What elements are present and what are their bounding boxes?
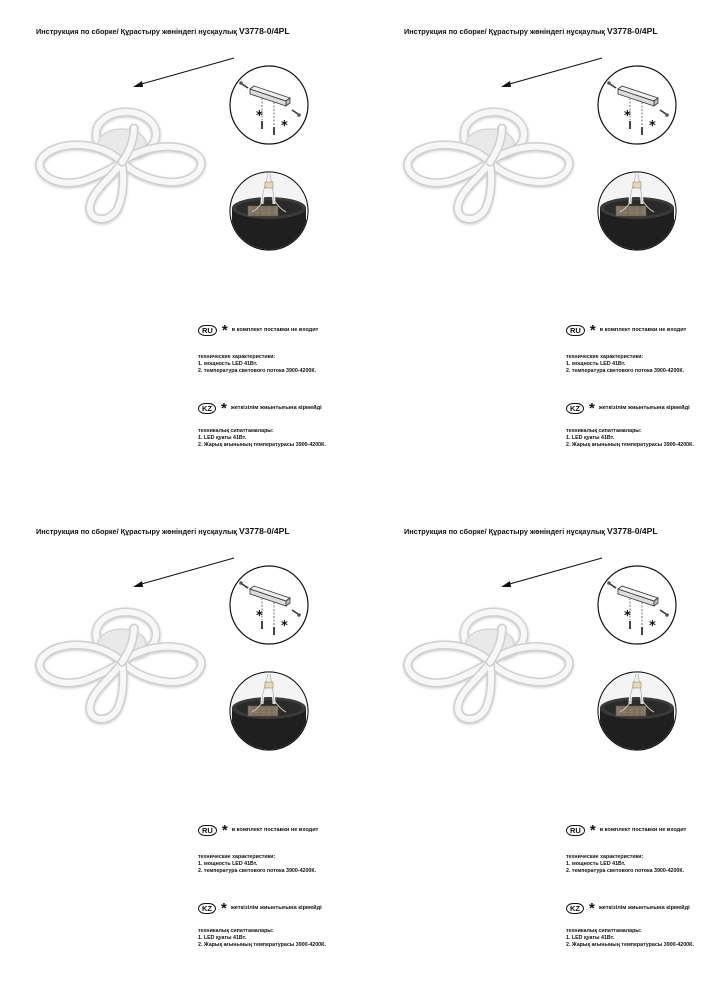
kz-spec-power: 1. LED қуаты 41Вт.	[198, 435, 247, 441]
wire-connection-icon	[228, 170, 310, 252]
ru-spec-temperature: 2. температура светового потока 3900-4200К.	[198, 368, 317, 374]
ceiling-lamp-icon	[398, 600, 578, 730]
ru-note-text: в комплект поставки не входит	[599, 327, 687, 333]
kz-specifications	[198, 428, 326, 449]
asterisk-icon: *	[221, 400, 227, 417]
arrow-icon	[498, 56, 604, 90]
instruction-title	[404, 526, 658, 536]
svg-text:*: *	[649, 119, 656, 134]
model-number: V3778-0/4PL	[607, 526, 658, 536]
kz-spec-power: 1. LED қуаты 41Вт.	[198, 935, 247, 941]
kz-language-badge: KZ	[198, 903, 216, 914]
ru-specs-heading: технические характеристики:	[198, 854, 276, 860]
title-text: Инструкция по сборке/ Құрастыру жөніндегі нұсқаулық	[404, 27, 605, 36]
instruction-panel-2	[368, 0, 707, 500]
kz-language-badge: KZ	[566, 903, 584, 914]
kz-note-text: жеткізілім жиынтығына кірмейді	[230, 905, 322, 911]
kz-specs-heading: техникалық сипаттамалары:	[198, 428, 274, 434]
svg-text:*: *	[649, 619, 656, 634]
ru-specifications	[566, 854, 684, 875]
mounting-bracket-icon	[596, 564, 678, 646]
wire-connection-icon	[228, 670, 310, 752]
ru-spec-power: 1. мощность LED 41Вт.	[198, 861, 258, 867]
ceiling-lamp-icon	[398, 100, 578, 230]
kz-note-text: жеткізілім жиынтығына кірмейді	[598, 905, 690, 911]
wire-connection-icon	[596, 670, 678, 752]
ru-spec-temperature: 2. температура светового потока 3900-4200К.	[198, 868, 317, 874]
kz-spec-temperature: 2. Жарық ағынының температурасы 3900-4200К.	[198, 942, 326, 948]
ru-spec-power: 1. мощность LED 41Вт.	[566, 861, 626, 867]
title-text: Инструкция по сборке/ Құрастыру жөніндегі нұсқаулық	[36, 527, 237, 536]
kz-spec-power: 1. LED қуаты 41Вт.	[566, 435, 615, 441]
asterisk-icon: *	[221, 900, 227, 917]
kz-specifications	[198, 928, 326, 949]
kz-spec-temperature: 2. Жарық ағынының температурасы 3900-4200К.	[566, 442, 694, 448]
mounting-bracket-icon	[596, 64, 678, 146]
model-number: V3778-0/4PL	[239, 26, 290, 36]
title-text: Инструкция по сборке/ Құрастыру жөніндегі нұсқаулық	[36, 27, 237, 36]
ru-note-text: в комплект поставки не входит	[231, 827, 319, 833]
svg-text:*: *	[256, 109, 263, 124]
kz-note-text: жеткізілім жиынтығына кірмейді	[230, 405, 322, 411]
arrow-icon	[130, 56, 236, 90]
ru-language-badge: RU	[566, 325, 585, 336]
kz-specs-heading: техникалық сипаттамалары:	[566, 928, 642, 934]
model-number: V3778-0/4PL	[607, 26, 658, 36]
ru-spec-temperature: 2. температура светового потока 3900-4200К.	[566, 368, 685, 374]
ceiling-lamp-icon	[30, 100, 210, 230]
kz-spec-temperature: 2. Жарық ағынының температурасы 3900-4200К.	[566, 942, 694, 948]
ru-not-included-note	[566, 322, 687, 339]
svg-text:*: *	[281, 119, 288, 134]
ru-spec-power: 1. мощность LED 41Вт.	[198, 361, 258, 367]
ru-spec-power: 1. мощность LED 41Вт.	[566, 361, 626, 367]
kz-specs-heading: техникалық сипаттамалары:	[566, 428, 642, 434]
ru-note-text: в комплект поставки не входит	[231, 327, 319, 333]
instruction-title	[36, 26, 290, 36]
asterisk-icon: *	[589, 822, 596, 839]
ru-language-badge: RU	[198, 825, 217, 836]
instruction-title	[36, 526, 290, 536]
svg-text:*: *	[624, 609, 631, 624]
ru-language-badge: RU	[198, 325, 217, 336]
ru-not-included-note	[566, 822, 687, 839]
ru-not-included-note	[198, 322, 319, 339]
asterisk-icon: *	[589, 322, 596, 339]
ru-specs-heading: технические характеристики:	[566, 354, 644, 360]
ru-not-included-note	[198, 822, 319, 839]
kz-specifications	[566, 928, 694, 949]
instruction-panel-4	[368, 500, 707, 1000]
kz-language-badge: KZ	[566, 403, 584, 414]
arrow-icon	[130, 556, 236, 590]
title-text: Инструкция по сборке/ Құрастыру жөніндегі нұсқаулық	[404, 527, 605, 536]
ru-specifications	[198, 354, 316, 375]
ru-specifications	[566, 354, 684, 375]
wire-connection-icon	[596, 170, 678, 252]
kz-specs-heading: техникалық сипаттамалары:	[198, 928, 274, 934]
kz-not-included-note	[566, 900, 690, 917]
model-number: V3778-0/4PL	[239, 526, 290, 536]
kz-not-included-note	[198, 900, 322, 917]
svg-text:*: *	[281, 619, 288, 634]
instruction-panel-1	[0, 0, 353, 500]
kz-note-text: жеткізілім жиынтығына кірмейді	[598, 405, 690, 411]
arrow-icon	[498, 556, 604, 590]
kz-not-included-note	[566, 400, 690, 417]
ru-spec-temperature: 2. температура светового потока 3900-4200К.	[566, 868, 685, 874]
ceiling-lamp-icon	[30, 600, 210, 730]
asterisk-icon: *	[221, 822, 228, 839]
mounting-bracket-icon	[228, 564, 310, 646]
kz-not-included-note	[198, 400, 322, 417]
asterisk-icon: *	[589, 400, 595, 417]
ru-specs-heading: технические характеристики:	[198, 354, 276, 360]
kz-spec-temperature: 2. Жарық ағынының температурасы 3900-4200К.	[198, 442, 326, 448]
kz-specifications	[566, 428, 694, 449]
asterisk-icon: *	[589, 900, 595, 917]
instruction-title	[404, 26, 658, 36]
svg-text:*: *	[256, 609, 263, 624]
svg-text:*: *	[624, 109, 631, 124]
asterisk-icon: *	[221, 322, 228, 339]
kz-spec-power: 1. LED қуаты 41Вт.	[566, 935, 615, 941]
kz-language-badge: KZ	[198, 403, 216, 414]
ru-specifications	[198, 854, 316, 875]
ru-language-badge: RU	[566, 825, 585, 836]
ru-note-text: в комплект поставки не входит	[599, 827, 687, 833]
instruction-panel-3	[0, 500, 353, 1000]
ru-specs-heading: технические характеристики:	[566, 854, 644, 860]
mounting-bracket-icon	[228, 64, 310, 146]
